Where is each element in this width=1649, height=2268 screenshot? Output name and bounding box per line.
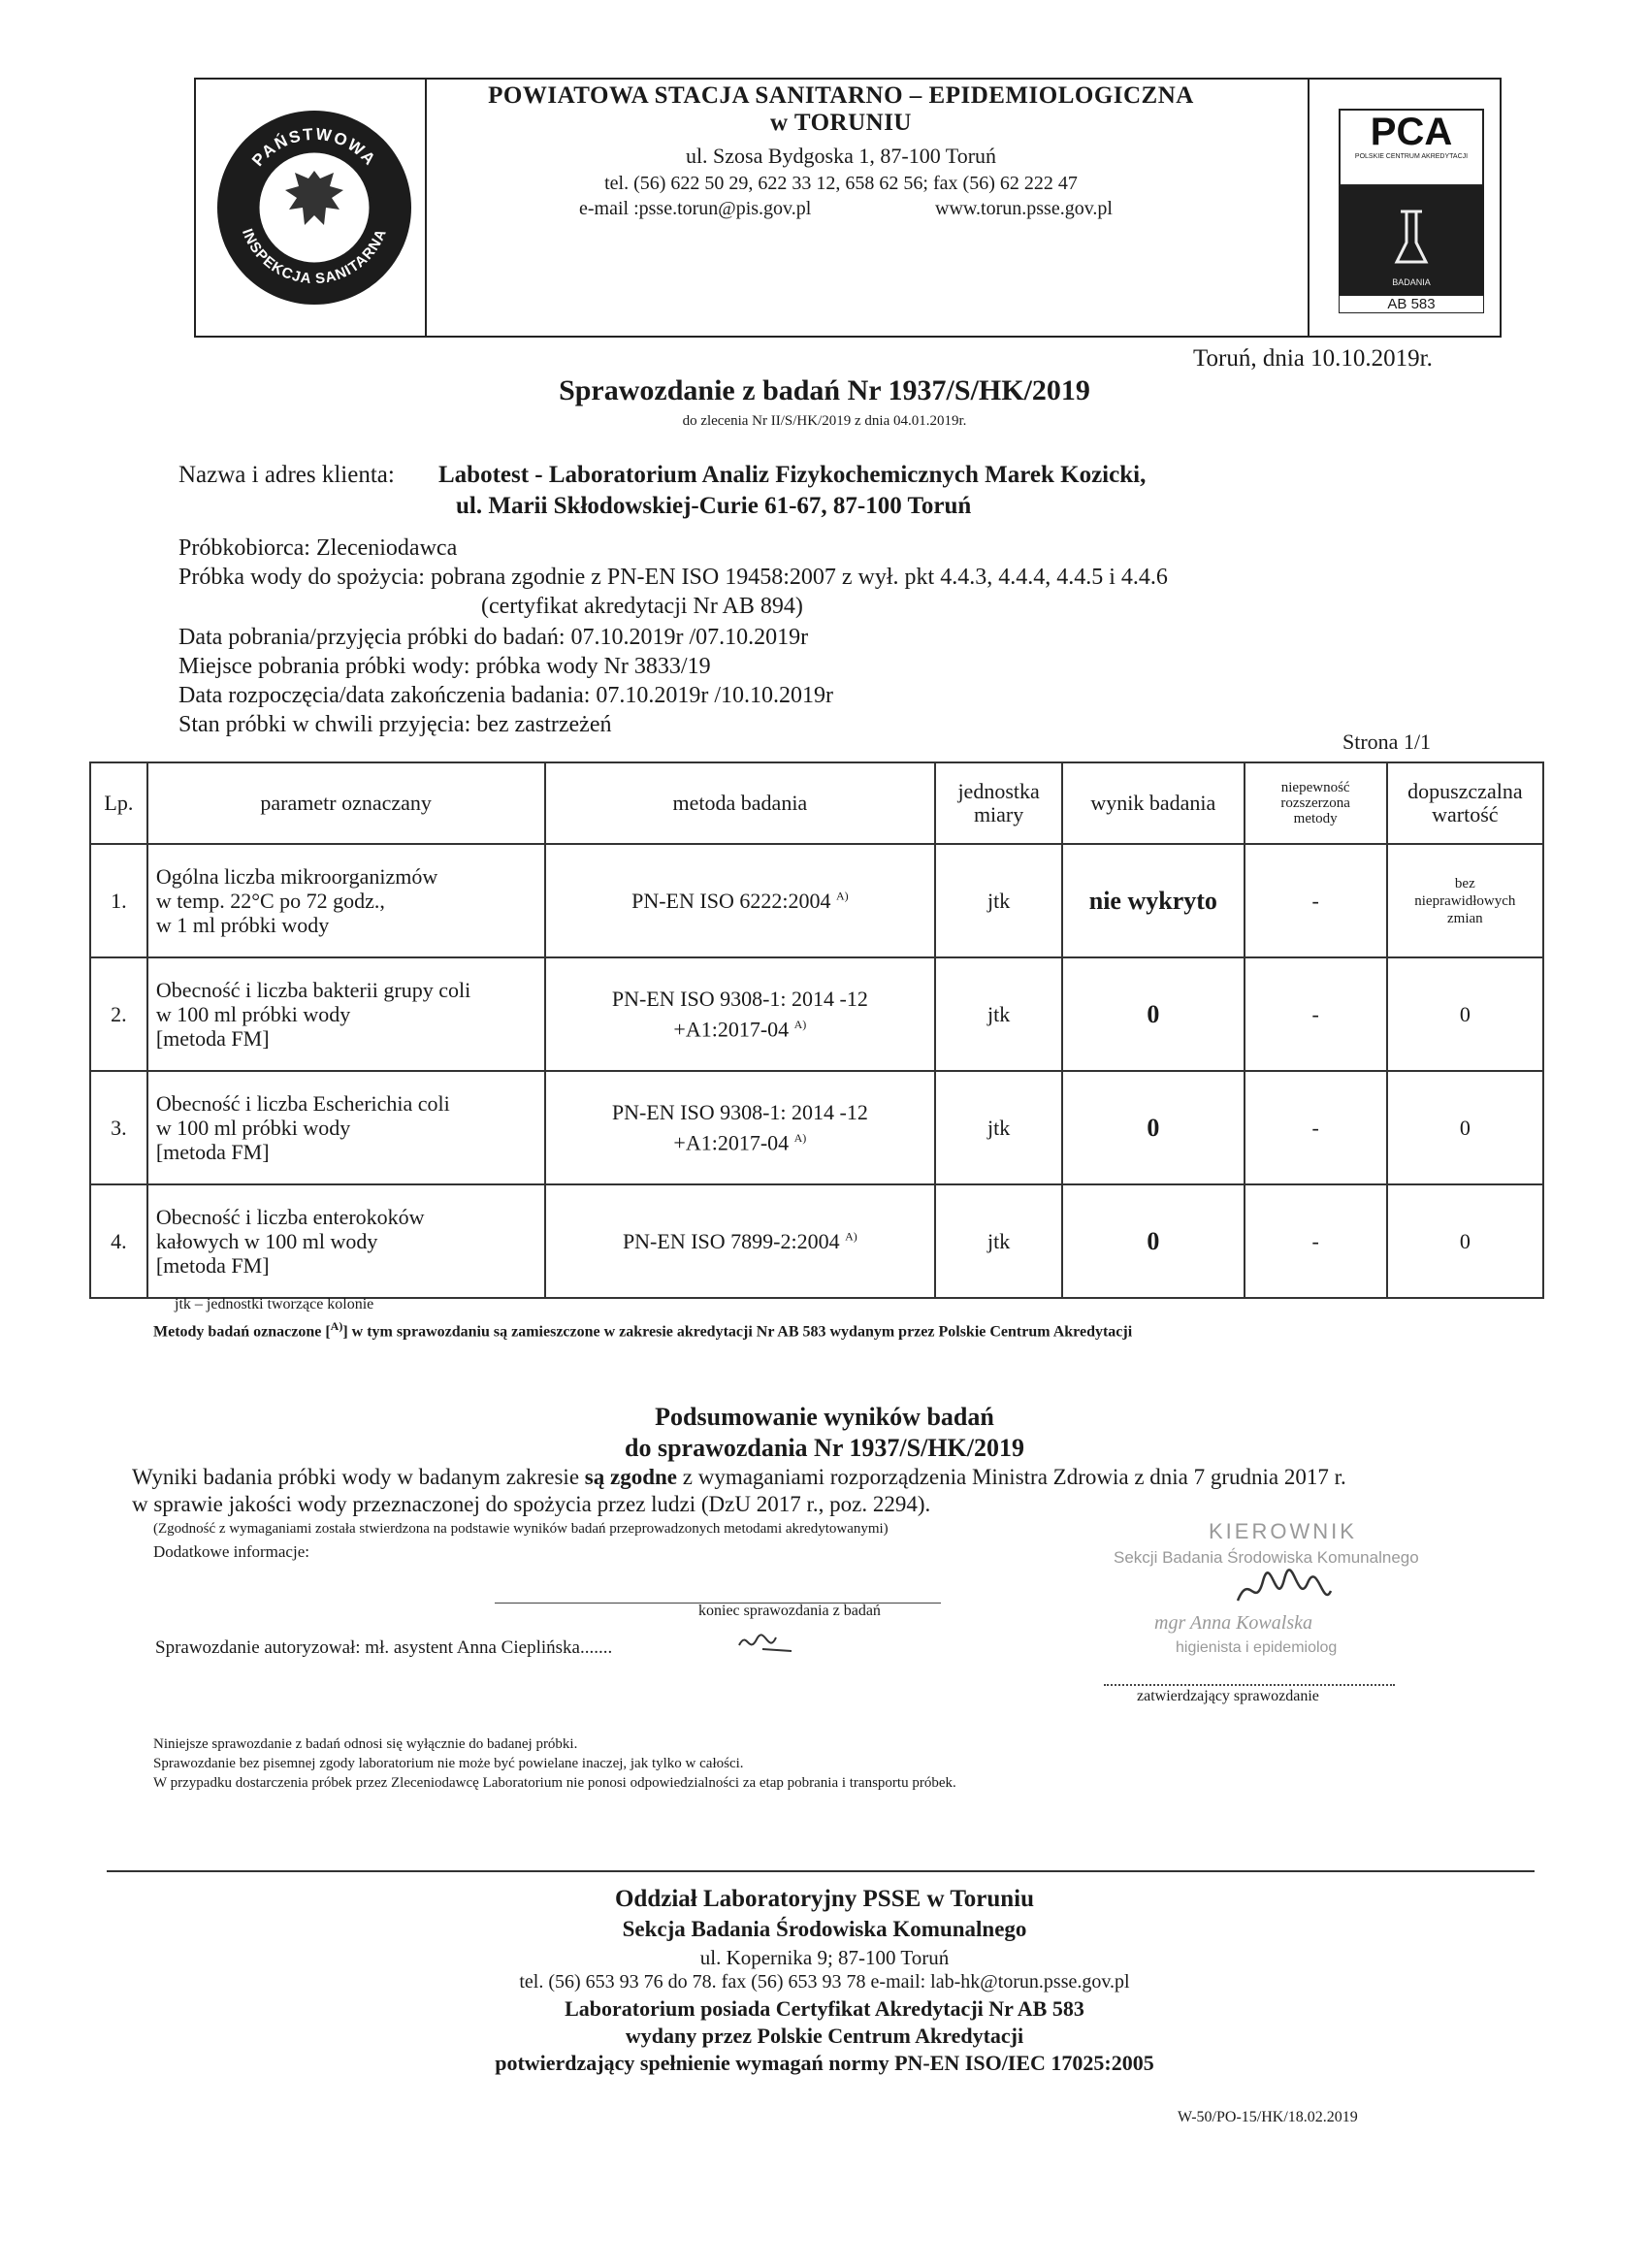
disclaimer-2: Sprawozdanie bez pisemnej zgody laboratorium nie może być powielane inaczej, jak tylko w całości. [153, 1756, 744, 1771]
row-uncertainty: - [1245, 957, 1387, 1071]
footer-cert3: potwierdzający spełnienie wymagań normy PN-EN ISO/IEC 17025:2005 [495, 2051, 1154, 2075]
accred-mark: A) [793, 1130, 807, 1145]
institution-address: ul. Szosa Bydgoska 1, 87-100 Toruń [685, 144, 997, 168]
stamp-line4: higienista i epidemiolog [1176, 1639, 1338, 1656]
institution-city: w TORUNIU [770, 110, 912, 136]
col-allow-line2: wartość [1432, 802, 1499, 826]
col-uncertainty [1245, 762, 1387, 844]
row-param [147, 1071, 545, 1184]
row-unit: jtk [935, 1071, 1062, 1184]
param-line: kałowych w 100 ml wody [155, 1229, 378, 1253]
method-line: PN-EN ISO 6222:2004 [631, 888, 831, 913]
test-tube-icon [1397, 211, 1426, 262]
footer-section: Sekcja Badania Środowiska Komunalnego [622, 1917, 1027, 1941]
stamp-line2: Sekcji Badania Środowiska Komunalnego [1114, 1548, 1419, 1567]
summary-text-line2: w sprawie jakości wody przeznaczonej do spożycia przez ludzi (DzU 2017 r., poz. 2294). [132, 1492, 931, 1516]
col-unit [935, 762, 1062, 844]
accred-mark: A) [793, 1017, 807, 1031]
row-allowed: 0 [1387, 957, 1543, 1071]
approver-line [1104, 1684, 1395, 1686]
col-method: metoda badania [545, 762, 936, 844]
param-line: w temp. 22°C po 72 godz., [155, 889, 385, 913]
pca-logo-subtext: POLSKIE CENTRUM AKREDYTACJI [1354, 153, 1469, 160]
seal-text-bottom: INSPEKCJA SANITARNA [238, 226, 391, 288]
row-lp: 1. [90, 844, 147, 957]
row-unit: jtk [935, 957, 1062, 1071]
col-result: wynik badania [1062, 762, 1245, 844]
param-line: [metoda FM] [155, 1140, 270, 1164]
summary-text-line1 [132, 1465, 1346, 1490]
method-line: PN-EN ISO 7899-2:2004 [622, 1228, 840, 1253]
row-param [147, 844, 545, 957]
allow-line: nieprawidłowych [1414, 892, 1516, 909]
footer-contact: tel. (56) 653 93 76 do 78. fax (56) 653 93 78 e-mail: lab-hk@torun.psse.gov.pl [519, 1971, 1130, 1993]
institution-phone: tel. (56) 622 50 29, 622 33 12, 658 62 56; fax (56) 62 222 47 [604, 173, 1078, 194]
info-line-cert: (certyfikat akredytacji Nr AB 894) [481, 594, 803, 619]
table-row [90, 1071, 1543, 1184]
institution-email: e-mail :psse.torun@pis.gov.pl [579, 198, 812, 219]
row-method [545, 1184, 936, 1298]
col-param: parametr oznaczany [147, 762, 545, 844]
letterhead [194, 78, 1502, 338]
summary-text-pre: Wyniki badania próbki wody w badanym zakresie [132, 1465, 585, 1489]
client-label: Nazwa i adres klienta: [178, 462, 395, 488]
method-line: +A1:2017-04 [673, 1130, 790, 1155]
param-line: Ogólna liczba mikroorganizmów [155, 864, 438, 889]
accred-mark: A) [845, 1229, 857, 1244]
row-uncertainty: - [1245, 1071, 1387, 1184]
summary-text-post: z wymaganiami rozporządzenia Ministra Zdrowia z dnia 7 grudnia 2017 r. [677, 1465, 1346, 1489]
client-address: ul. Marii Skłodowskiej-Curie 61-67, 87-100 Toruń [456, 493, 972, 519]
method-line: PN-EN ISO 9308-1: 2014 -12 [611, 986, 868, 1011]
row-result: nie wykryto [1062, 844, 1245, 957]
row-param [147, 1184, 545, 1298]
end-report-label: koniec sprawozdania z badań [698, 1603, 881, 1619]
date-line: Toruń, dnia 10.10.2019r. [1193, 345, 1433, 372]
report-order: do zlecenia Nr II/S/HK/2019 z dnia 04.01.2019r. [682, 413, 967, 429]
col-allow-line1: dopuszczalna [1407, 779, 1523, 803]
col-unc-line3: metody [1293, 811, 1338, 826]
param-line: Obecność i liczba enterokoków [155, 1205, 425, 1229]
row-result: 0 [1062, 957, 1245, 1071]
accreditation-note [153, 1319, 1132, 1341]
param-line: Obecność i liczba bakterii grupy coli [155, 978, 471, 1002]
row-uncertainty: - [1245, 844, 1387, 957]
client-name: Labotest - Laboratorium Analiz Fizykochemicznych Marek Kozicki, [438, 462, 1147, 488]
row-allowed: 0 [1387, 1071, 1543, 1184]
info-line-state: Stan próbki w chwili przyjęcia: bez zastrzeżeń [178, 712, 612, 737]
footer-cert2: wydany przez Polskie Centrum Akredytacji [625, 2024, 1024, 2048]
info-line-sampler: Próbkobiorca: Zleceniodawca [178, 535, 458, 561]
row-lp: 2. [90, 957, 147, 1071]
row-method [545, 957, 936, 1071]
form-code: W-50/PO-15/HK/18.02.2019 [1178, 2109, 1358, 2125]
table-header-row [90, 762, 1543, 844]
row-method [545, 1071, 936, 1184]
col-allowed [1387, 762, 1543, 844]
pca-accreditation-logo [1339, 109, 1484, 312]
row-method [545, 844, 936, 957]
table-row [90, 1184, 1543, 1298]
accred-mark: A) [835, 889, 849, 903]
row-uncertainty: - [1245, 1184, 1387, 1298]
institution-www: www.torun.psse.gov.pl [935, 198, 1113, 219]
stamp-line1: KIEROWNIK [1209, 1519, 1357, 1543]
row-lp: 3. [90, 1071, 147, 1184]
info-line-place: Miejsce pobrania próbki wody: próbka wody Nr 3833/19 [178, 654, 711, 679]
pca-logo-text: PCA [1370, 111, 1453, 153]
table-row [90, 957, 1543, 1071]
disclaimer-1: Niniejsze sprawozdanie z badań odnosi się wyłącznie do badanej próbki. [153, 1736, 578, 1752]
row-allowed: 0 [1387, 1184, 1543, 1298]
report-title: Sprawozdanie z badań Nr 1937/S/HK/2019 [559, 374, 1090, 406]
pca-number: AB 583 [1339, 295, 1484, 313]
table-row [90, 844, 1543, 957]
accred-post: ] w tym sprawozdaniu są zamieszczone w zakresie akredytacji Nr AB 583 wydanym przez Polskie Centrum Akredytacji [342, 1323, 1133, 1341]
footer-dept: Oddział Laboratoryjny PSSE w Toruniu [614, 1886, 1035, 1912]
footer-address: ul. Kopernika 9; 87-100 Toruń [699, 1946, 950, 1969]
col-lp: Lp. [90, 762, 147, 844]
param-line: w 100 ml próbki wody [155, 1002, 351, 1026]
page-label: Strona 1/1 [1342, 729, 1432, 754]
approver-signature-icon [1230, 1562, 1337, 1630]
accred-pre: Metody badań oznaczone [ [153, 1323, 331, 1341]
accred-sup: A) [330, 1319, 343, 1333]
footer-cert1: Laboratorium posiada Certyfikat Akredytacji Nr AB 583 [565, 1996, 1084, 2021]
summary-title: Podsumowanie wyników badań [655, 1403, 994, 1431]
summary-subtitle: do sprawozdania Nr 1937/S/HK/2019 [625, 1434, 1024, 1462]
allow-line: bez [1454, 875, 1475, 891]
col-unc-line2: rozszerzona [1280, 795, 1350, 811]
row-param [147, 957, 545, 1071]
method-line: PN-EN ISO 9308-1: 2014 -12 [611, 1099, 868, 1124]
summary-text-bold: są zgodne [584, 1465, 677, 1489]
approved-label: zatwierdzający sprawozdanie [1137, 1688, 1319, 1704]
param-line: w 1 ml próbki wody [155, 913, 330, 937]
col-unit-line2: miary [973, 802, 1024, 826]
additional-info: Dodatkowe informacje: [153, 1542, 309, 1561]
results-table [89, 761, 1544, 1299]
pca-sub-label: BADANIA [1392, 277, 1431, 287]
row-unit: jtk [935, 1184, 1062, 1298]
institution-name: POWIATOWA STACJA SANITARNO – EPIDEMIOLOGICZNA [488, 82, 1194, 109]
inspection-seal-logo [217, 111, 411, 305]
unit-note: jtk – jednostki tworzące kolonie [175, 1296, 374, 1312]
authorized-by: Sprawozdanie autoryzował: mł. asystent Anna Cieplińska....... [155, 1637, 613, 1658]
info-line-test-dates: Data rozpoczęcia/data zakończenia badania: 07.10.2019r /10.10.2019r [178, 683, 834, 708]
col-unit-line1: jednostka [957, 779, 1040, 803]
allow-line: zmian [1447, 910, 1483, 926]
param-line: [metoda FM] [155, 1253, 270, 1278]
row-allowed [1387, 844, 1543, 957]
author-signature-icon [733, 1626, 801, 1665]
stamp-line3: mgr Anna Kowalska [1154, 1612, 1312, 1634]
param-line: w 100 ml próbki wody [155, 1116, 351, 1140]
row-lp: 4. [90, 1184, 147, 1298]
disclaimer-3: W przypadku dostarczenia próbek przez Zleceniodawcę Laboratorium nie ponosi odpowiedzialności za etap pobrania i transportu próbek. [153, 1775, 956, 1791]
param-line: [metoda FM] [155, 1026, 270, 1051]
method-line: +A1:2017-04 [673, 1017, 790, 1042]
summary-text-line3: (Zgodność z wymaganiami została stwierdzona na podstawie wyników badań przeprowadzonych metodami akredytowanymi) [153, 1521, 889, 1537]
param-line: Obecność i liczba Escherichia coli [155, 1091, 450, 1116]
info-line-dates: Data pobrania/przyjęcia próbki do badań: 07.10.2019r /07.10.2019r [178, 625, 809, 650]
info-line-sample: Próbka wody do spożycia: pobrana zgodnie z PN-EN ISO 19458:2007 z wył. pkt 4.4.3, 4.4.4, 4.4.5 i 4.4.6 [178, 565, 1168, 590]
row-unit: jtk [935, 844, 1062, 957]
col-unc-line1: niepewność [1280, 780, 1350, 795]
seal-text-top: PAŃSTWOWA [248, 124, 380, 171]
row-result: 0 [1062, 1071, 1245, 1184]
row-result: 0 [1062, 1184, 1245, 1298]
footer-divider [107, 1870, 1535, 1872]
